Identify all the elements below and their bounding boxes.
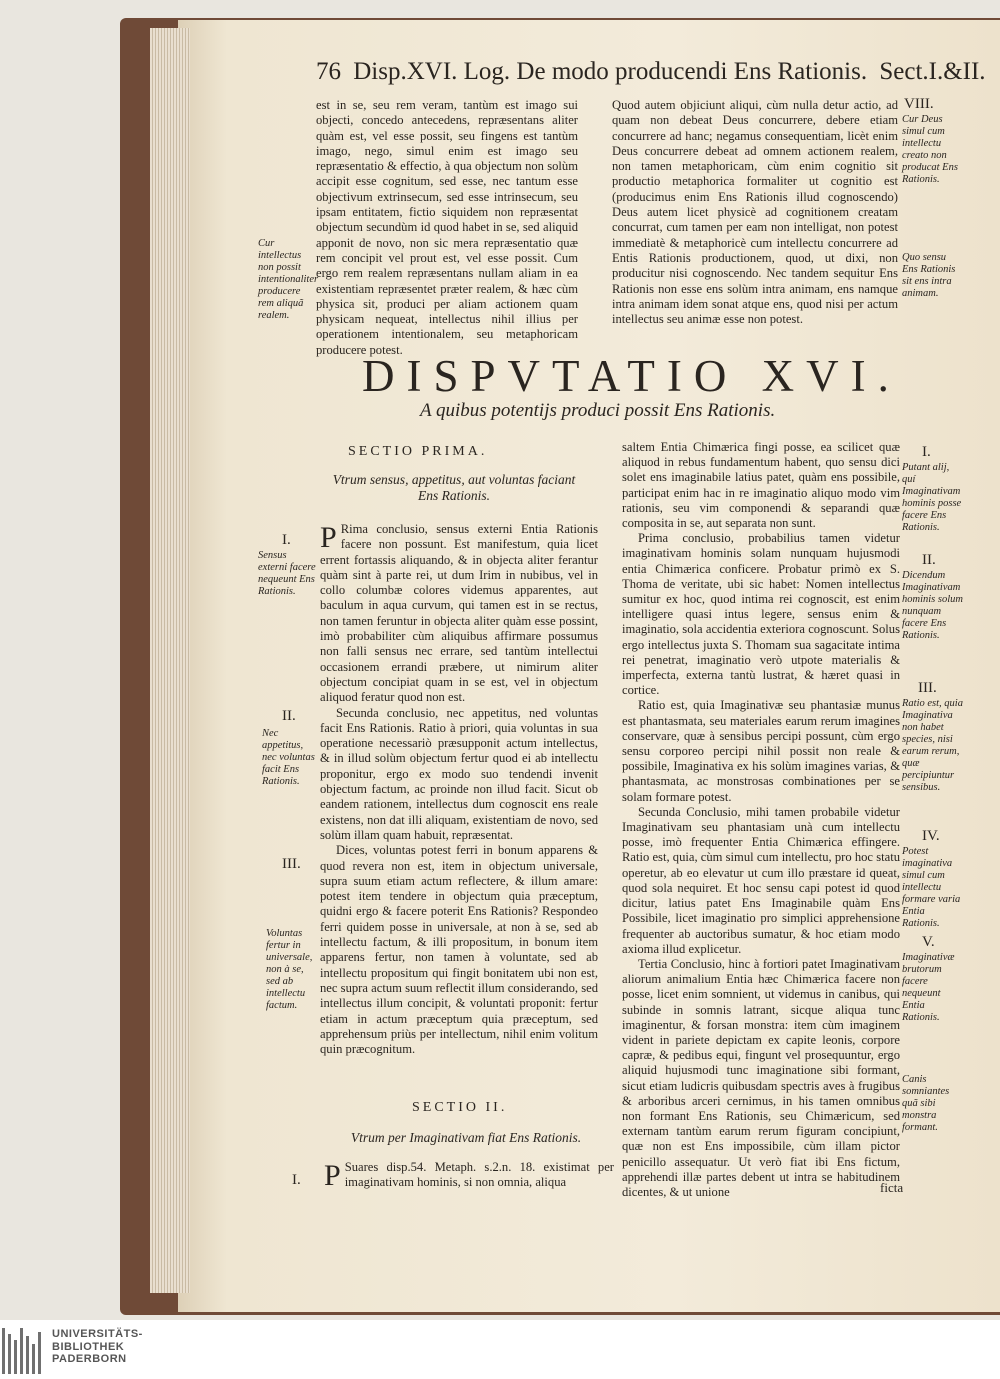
section-reference: Sect.I.&II.	[879, 58, 986, 85]
section-1-title: Vtrum sensus, appetitus, aut voluntas faciant Ens Rationis.	[332, 472, 576, 503]
right-top-margin-note: Cur Deus simul cum intellectu creato non producat Ens Rationis.	[902, 114, 958, 185]
left-top-column	[316, 98, 578, 358]
catchword: ficta	[880, 1180, 904, 1195]
section-2-heading: SECTIO II.	[412, 1100, 508, 1115]
section-2-column	[324, 1160, 614, 1191]
section-1-column	[320, 522, 598, 1057]
section-1-heading: SECTIO PRIMA.	[348, 444, 488, 459]
section-1-margin-number-2: II.	[282, 708, 296, 724]
right-margin-note-2: Dicendum Imaginativam hominis solum nunquam facere Ens Rationis.	[902, 570, 963, 641]
section-1-paragraph-2: Secunda conclusio, nec appetitus, ned voluntas facit Ens Rationis. Ratio à priori, quia voluntas in sua operatione necessariò præsupponit actum intellectus, & in illud solùm objectum fertur quod ei ab intellectu proponitur, ergo ex modo suo tendendi invenit objectum factum, ac proinde non illud facit. Sicut ob eandem rationem, intellectus dum cognoscit ens reale existens, non dat illi aliquam, existentiam de novo, sed solùm illam quam habuit, repræsentat.	[320, 705, 598, 842]
page-number: 76	[316, 58, 341, 85]
right-paragraph-1: saltem Entia Chimærica fingi posse, ea scilicet quæ aliquod in rebus fundamentum habent, quo sensu dici solet ens imaginabile latius patet, quàm ens possibile, participat enim hac in re imaginatio aliquo modo vim rationis, seu vim componendi & separandi quæ composita in se, aut separata non sunt.	[622, 440, 900, 531]
section-1-margin-note-2: Nec appetitus, nec voluntas facit Ens Rationis.	[262, 728, 315, 787]
left-top-text: est in se, seu rem veram, tantùm est imago sui objecti, concedo antecedens, repræsentans aliter quàm est, vel esse possit, seu fingens est tantùm imago, nego, simul enim est imago seu repræsentatio & effectio, à qua objectum non solùm accipit esse cognitum, sed esse, nec tantum esse objectivum extrinsecum, sed esse intrinsecum, seu ipsam entitatem, fictio siquidem non repræsentat objectum secundùm id quod habet in se, sed aliquid apponit de novo, non sic mera repræsentatio quæ rem concipit vel prout est, vel esse possit. Cum ergo rem realem repræsentans nullam aliam in ea existentiam repræsentet præter realem, & hæc cùm physica sit, produci per aliam actionem quam physicam nequeat, intellectus nihil illius per operationem intentionalem, seu metaphoricam producere potest.	[316, 98, 578, 357]
right-margin-number-3: III.	[918, 680, 937, 696]
section-2-margin-number: I.	[292, 1172, 301, 1188]
footer-bar	[0, 1320, 1000, 1379]
section-2-title: Vtrum per Imaginativam fiat Ens Rationis.	[350, 1130, 582, 1145]
running-header	[316, 58, 986, 86]
page-edges	[150, 28, 190, 1293]
section-2-paragraph-1: Suares disp.54. Metaph. s.2.n. 18. existimat per imaginativam hominis, si non omnia, aliqua	[344, 1160, 614, 1190]
disputation-title: DISPVTATIO XVI.	[362, 351, 901, 401]
right-margin-note-4: Potest imaginativa simul cum intellectu formare varia Entia Rationis.	[902, 846, 961, 929]
library-name	[52, 1328, 143, 1366]
right-top-column	[612, 98, 898, 327]
right-margin-note-5: Imaginativæ brutorum facere nequeunt Entia Rationis.	[902, 952, 955, 1023]
section-1-paragraph-3: Dices, voluntas potest ferri in bonum apparens & quod revera non est, item in objectum universale, supra suum etiam actum reflectere, & illum amare: potest item tendere in objectum quia præceptum, quidni ergo & facere poterit Ens Rationis? Respondeo ferri quidem posse in universale, at non à se, sed ab intellectu factum, & illi propositum, in bonum item apparens fertur, non tamen à voluntate, sed ab intellectu propositum qui fingit bonitatem ubi non est, nec supra actum suum reflectit illum considerando, sed intellectus illum concipit, & voluntati proponit: fertur etiam in actum præceptum quia præceptum, sed apprehensum priùs per intellectum, nihil enim volitum quin præcognitum.	[320, 843, 598, 1057]
right-margin-number-5: V.	[922, 934, 935, 950]
library-name-line-2: BIBLIOTHEK	[52, 1340, 125, 1353]
library-logo-icon	[0, 1328, 44, 1374]
right-margin-number-2: II.	[922, 552, 936, 568]
right-top-text: Quod autem objiciunt aliqui, cùm nulla detur actio, ad quam non debeat Deus concurrere, debere etiam concurrere ad hanc; negamus consequentiam, licèt enim Deus concurrere debeat ad omnem actionem realem, non tamen metaphoricam, cùm enim cognitio sit productio metaphorica formaliter ut cognitio est (producimus enim Ens Rationis illud cognoscendo) Deus autem licet physicè ad cognitionem creatam concurrat, cum tamen per eam non intelligat, non potest immediatè & metaphoricè cum intellectu concurrere ad Entis Rationis productionem, quod, ut dixi, non producitur nisi cognoscendo. Nec tandem sequitur Ens Rationis non esse ens solùm intra animam, ens namque intra animam idem sonat atque ens, quod nisi per actum intellectus seu animæ esse non potest.	[612, 98, 898, 327]
right-margin-number-4: IV.	[922, 828, 940, 844]
right-paragraph-4: Secunda Conclusio, mihi tamen probabile videtur Imaginativam seu phantasiam unà cum intellectu posse, imò frequenter Entia Chimærica effingere. Ratio est, quia, cùm simul cum intellectu, pro hoc statu operetur, ab eo elevatur ut cum illo præstare id queat, quod sola nequiret. Et hoc sensu capi potest id quod dicitur, latius patet Ens Imaginabile quàm Ens Possibile, licet imaginatio pro simplici apprehensione frequenter ab auctoribus sumatur, & hoc etiam modo axioma illud explicetur.	[622, 804, 900, 956]
left-top-margin-note: Cur intellectus non possit intentionaliter producere rem aliquã realem.	[258, 238, 319, 321]
right-paragraph-5: Tertia Conclusio, hinc à fortiori patet Imaginativam aliorum animalium Entia hæc Chimærica facere non posse, licet enim somnient, ut videmus in canibus, qui subinde in somnis latrant, sicque aliqua tunc imaginentur, & forsan monstra: item cùm imaginem vident in pariete depictam ex capite leonis, corpore capræ, & pedibus equi, fingunt vel prosequuntur, ergo aliquid hujusmodi tunc imaginatione sibi formant, sicut etiam ludicris quibusdam spectris aves à frugibus & arboribus arceri cernimus, in his tamen omnibus non formant Ens Rationis, seu Chimæricum, sed externam tantùm earum rerum figuram concipiunt, quæ non est Ens impossibile, cùm illam pictor penicillo assequatur. Ut verò fiat ibi Ens fictum, apprehendi illæ partes debent ut intra se habitudinem dicentes, & ut unione	[622, 956, 900, 1199]
right-margin-note-6: Canis somniantes quã sibi monstra formant.	[902, 1074, 950, 1133]
disputation-subtitle: A quibus potentijs produci possit Ens Rationis.	[420, 400, 776, 421]
section-1-paragraph-1: Rima conclusio, sensus externi Entia Rationis facere non possunt. Est manifestum, quia licet errent fortassis aliquando, & in objecta aliter ferantur quàm sint à parte rei, ut dum Irim in nubibus, vel in collo columbæ colores videmus apparentes, aut baculum in aqua curvum, qui tamen est in se rectus, non tamen feruntur in objecta aliter quàm esse possint, imò probabiliter cùm aliquibus affirmare possumus non falli sensus nec errare, sed tantùm intellectui occasionem errandi præbere, ut nimirum aliter objectum concipiat quam in se est, vel in objectum aliquod feratur quod non est.	[320, 522, 598, 705]
right-bottom-column	[622, 440, 900, 1200]
drop-capital-2: P	[324, 1159, 341, 1192]
drop-capital: P	[320, 521, 337, 554]
right-margin-number-1: I.	[922, 444, 931, 460]
section-1-margin-note-1: Sensus externi facere nequeunt Ens Rationis.	[258, 550, 316, 597]
library-name-line-1: UNIVERSITÄTS-	[52, 1328, 143, 1340]
right-top-margin-number: VIII.	[904, 96, 934, 112]
right-paragraph-2: Prima conclusio, probabilius tamen videtur imaginativam hominis solam nunquam hujusmodi entia Chimærica conficere. Probatur primò ex S. Thoma de veritate, ubi sic habet: Nomen intellectus sumitur ex hoc, quod intima rei cognoscit, est enim intelligere quasi intus legere, sensus enim & imaginatio, sola accidentia exteriora cognoscunt. Solus ergo intellectus juxta S. Thomam sua sagacitate intima rei penetrat, imaginatio verò utpote materialis & imperfecta, externa tantù lustrat, & hæret quasi in cortice.	[622, 531, 900, 698]
section-1-margin-number-3: III.	[282, 856, 301, 872]
section-1-margin-note-3: Voluntas fertur in universale, non à se, sed ab intellectu factum.	[266, 928, 313, 1011]
running-title: Disp.XVI. Log. De modo producendi Ens Rationis.	[353, 58, 868, 85]
right-margin-note-3: Ratio est, quia Imaginativa non habet species, nisi earum rerum, quæ percipiuntur sensibus.	[902, 698, 963, 793]
section-1-margin-number-1: I.	[282, 532, 291, 548]
library-name-line-3: PADERBORN	[52, 1353, 127, 1365]
right-top-margin-note-2: Quo sensu Ens Rationis sit ens intra animam.	[902, 252, 956, 299]
right-margin-note-1: Putant alij, quí Imaginativam hominis posse facere Ens Rationis.	[902, 462, 962, 533]
right-paragraph-3: Ratio est, quia Imaginativæ seu phantasiæ munus est phantasmata, seu materiales earum rerum imagines conservare, quæ à sensibus percipi possunt, cùm ergo sensu corporeo percipi nihil possit non reale & possibile, Imaginativa ex his solùm imagines varias, & phantasmata, ac monstrosas combinationes per se solam formare potest.	[622, 698, 900, 804]
